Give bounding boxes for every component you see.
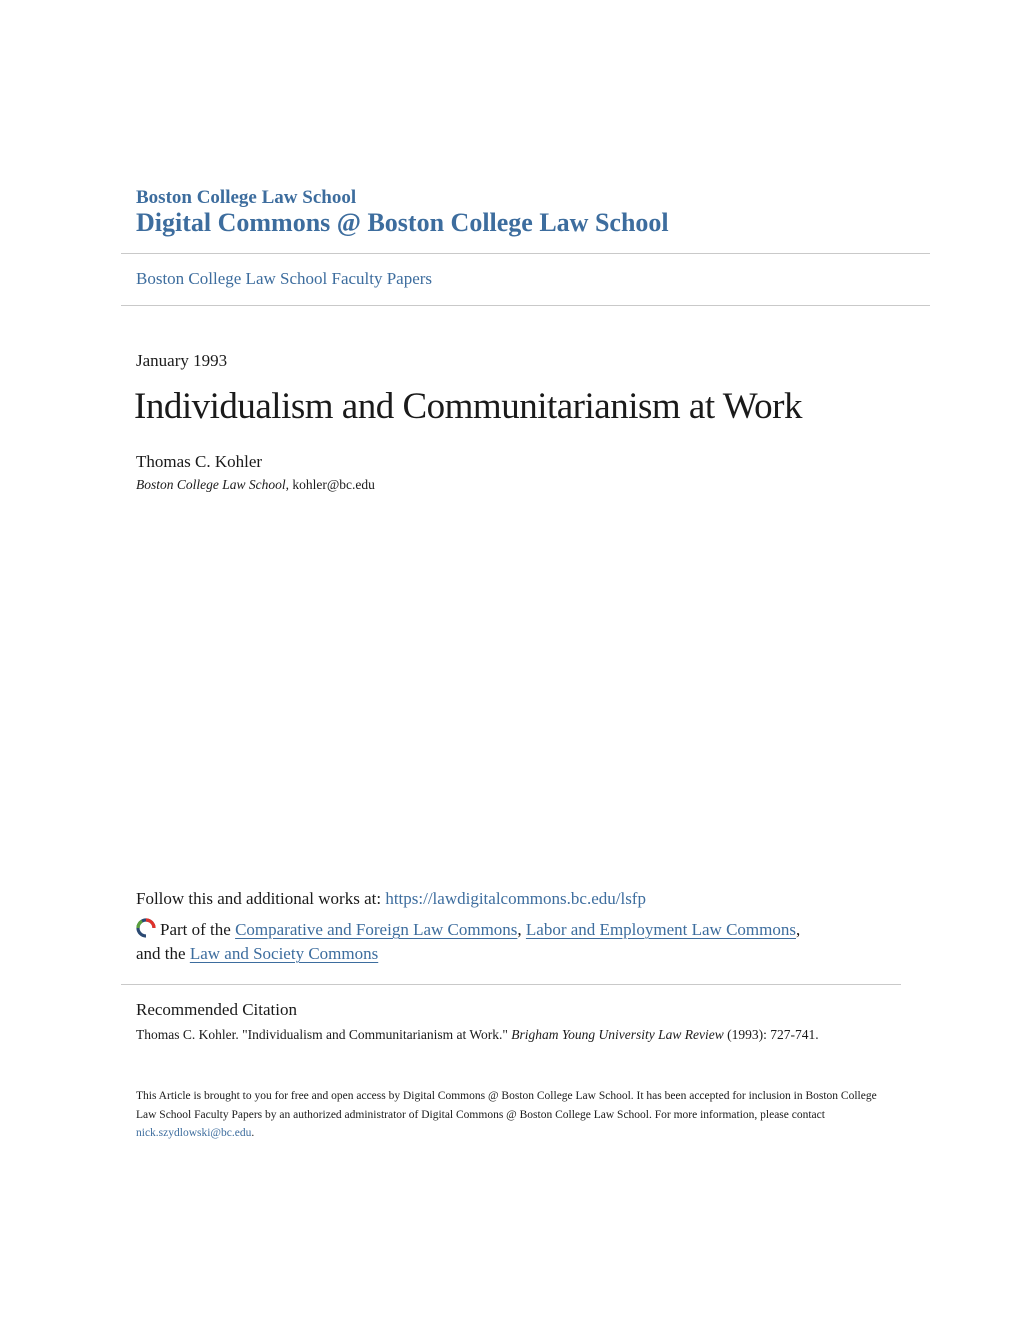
follow-line (136, 889, 646, 909)
notice-text: This Article is brought to you for free and open access by Digital Commons @ Boston College Law School. It has been accepted for inclusion in Boston College Law School Faculty Papers by an authorized administrator of Digital Commons @ Boston College Law School. For more information, please contact (136, 1090, 877, 1121)
follow-url-link[interactable]: https://lawdigitalcommons.bc.edu/lsfp (385, 889, 646, 908)
divider (121, 984, 901, 985)
part-of-prefix: Part of the (160, 920, 236, 939)
and-the-line (136, 944, 378, 964)
commons-link-comparative-foreign-law[interactable]: Comparative and Foreign Law Commons (235, 920, 518, 939)
repository-link[interactable]: Digital Commons @ Boston College Law School (136, 208, 669, 237)
citation-suffix: (1993): 727-741. (723, 1027, 819, 1042)
author-email: kohler@bc.edu (292, 477, 375, 492)
citation-heading: Recommended Citation (136, 1000, 297, 1019)
citation-journal: Brigham Young University Law Review (511, 1027, 724, 1042)
citation-text (136, 1027, 819, 1043)
affiliation-name: Boston College Law School (136, 477, 286, 492)
and-the-text: and the (136, 944, 190, 963)
divider (121, 253, 930, 254)
open-access-notice (136, 1087, 896, 1143)
institution-link[interactable]: Boston College Law School (136, 187, 357, 208)
commons-separator: , (517, 920, 526, 939)
follow-prefix: Follow this and additional works at: (136, 889, 386, 908)
contact-email-link[interactable]: nick.szydlowski@bc.edu (136, 1127, 252, 1139)
author-affiliation (136, 477, 375, 493)
citation-prefix: Thomas C. Kohler. "Individualism and Communitarianism at Work." (136, 1027, 512, 1042)
divider (121, 305, 930, 306)
author-name: Thomas C. Kohler (136, 452, 263, 471)
commons-link-law-society[interactable]: Law and Society Commons (189, 944, 379, 963)
part-of-line (136, 918, 800, 940)
affiliation-separator: , (285, 477, 293, 492)
article-title: Individualism and Communitarianism at Work (134, 386, 802, 427)
publication-date: January 1993 (136, 351, 228, 370)
series-link[interactable]: Boston College Law School Faculty Papers (136, 269, 433, 288)
bepress-network-icon (136, 918, 156, 938)
commons-trailing-comma: , (796, 920, 801, 939)
commons-link-labor-employment-law[interactable]: Labor and Employment Law Commons (525, 920, 796, 939)
notice-end: . (251, 1127, 255, 1139)
